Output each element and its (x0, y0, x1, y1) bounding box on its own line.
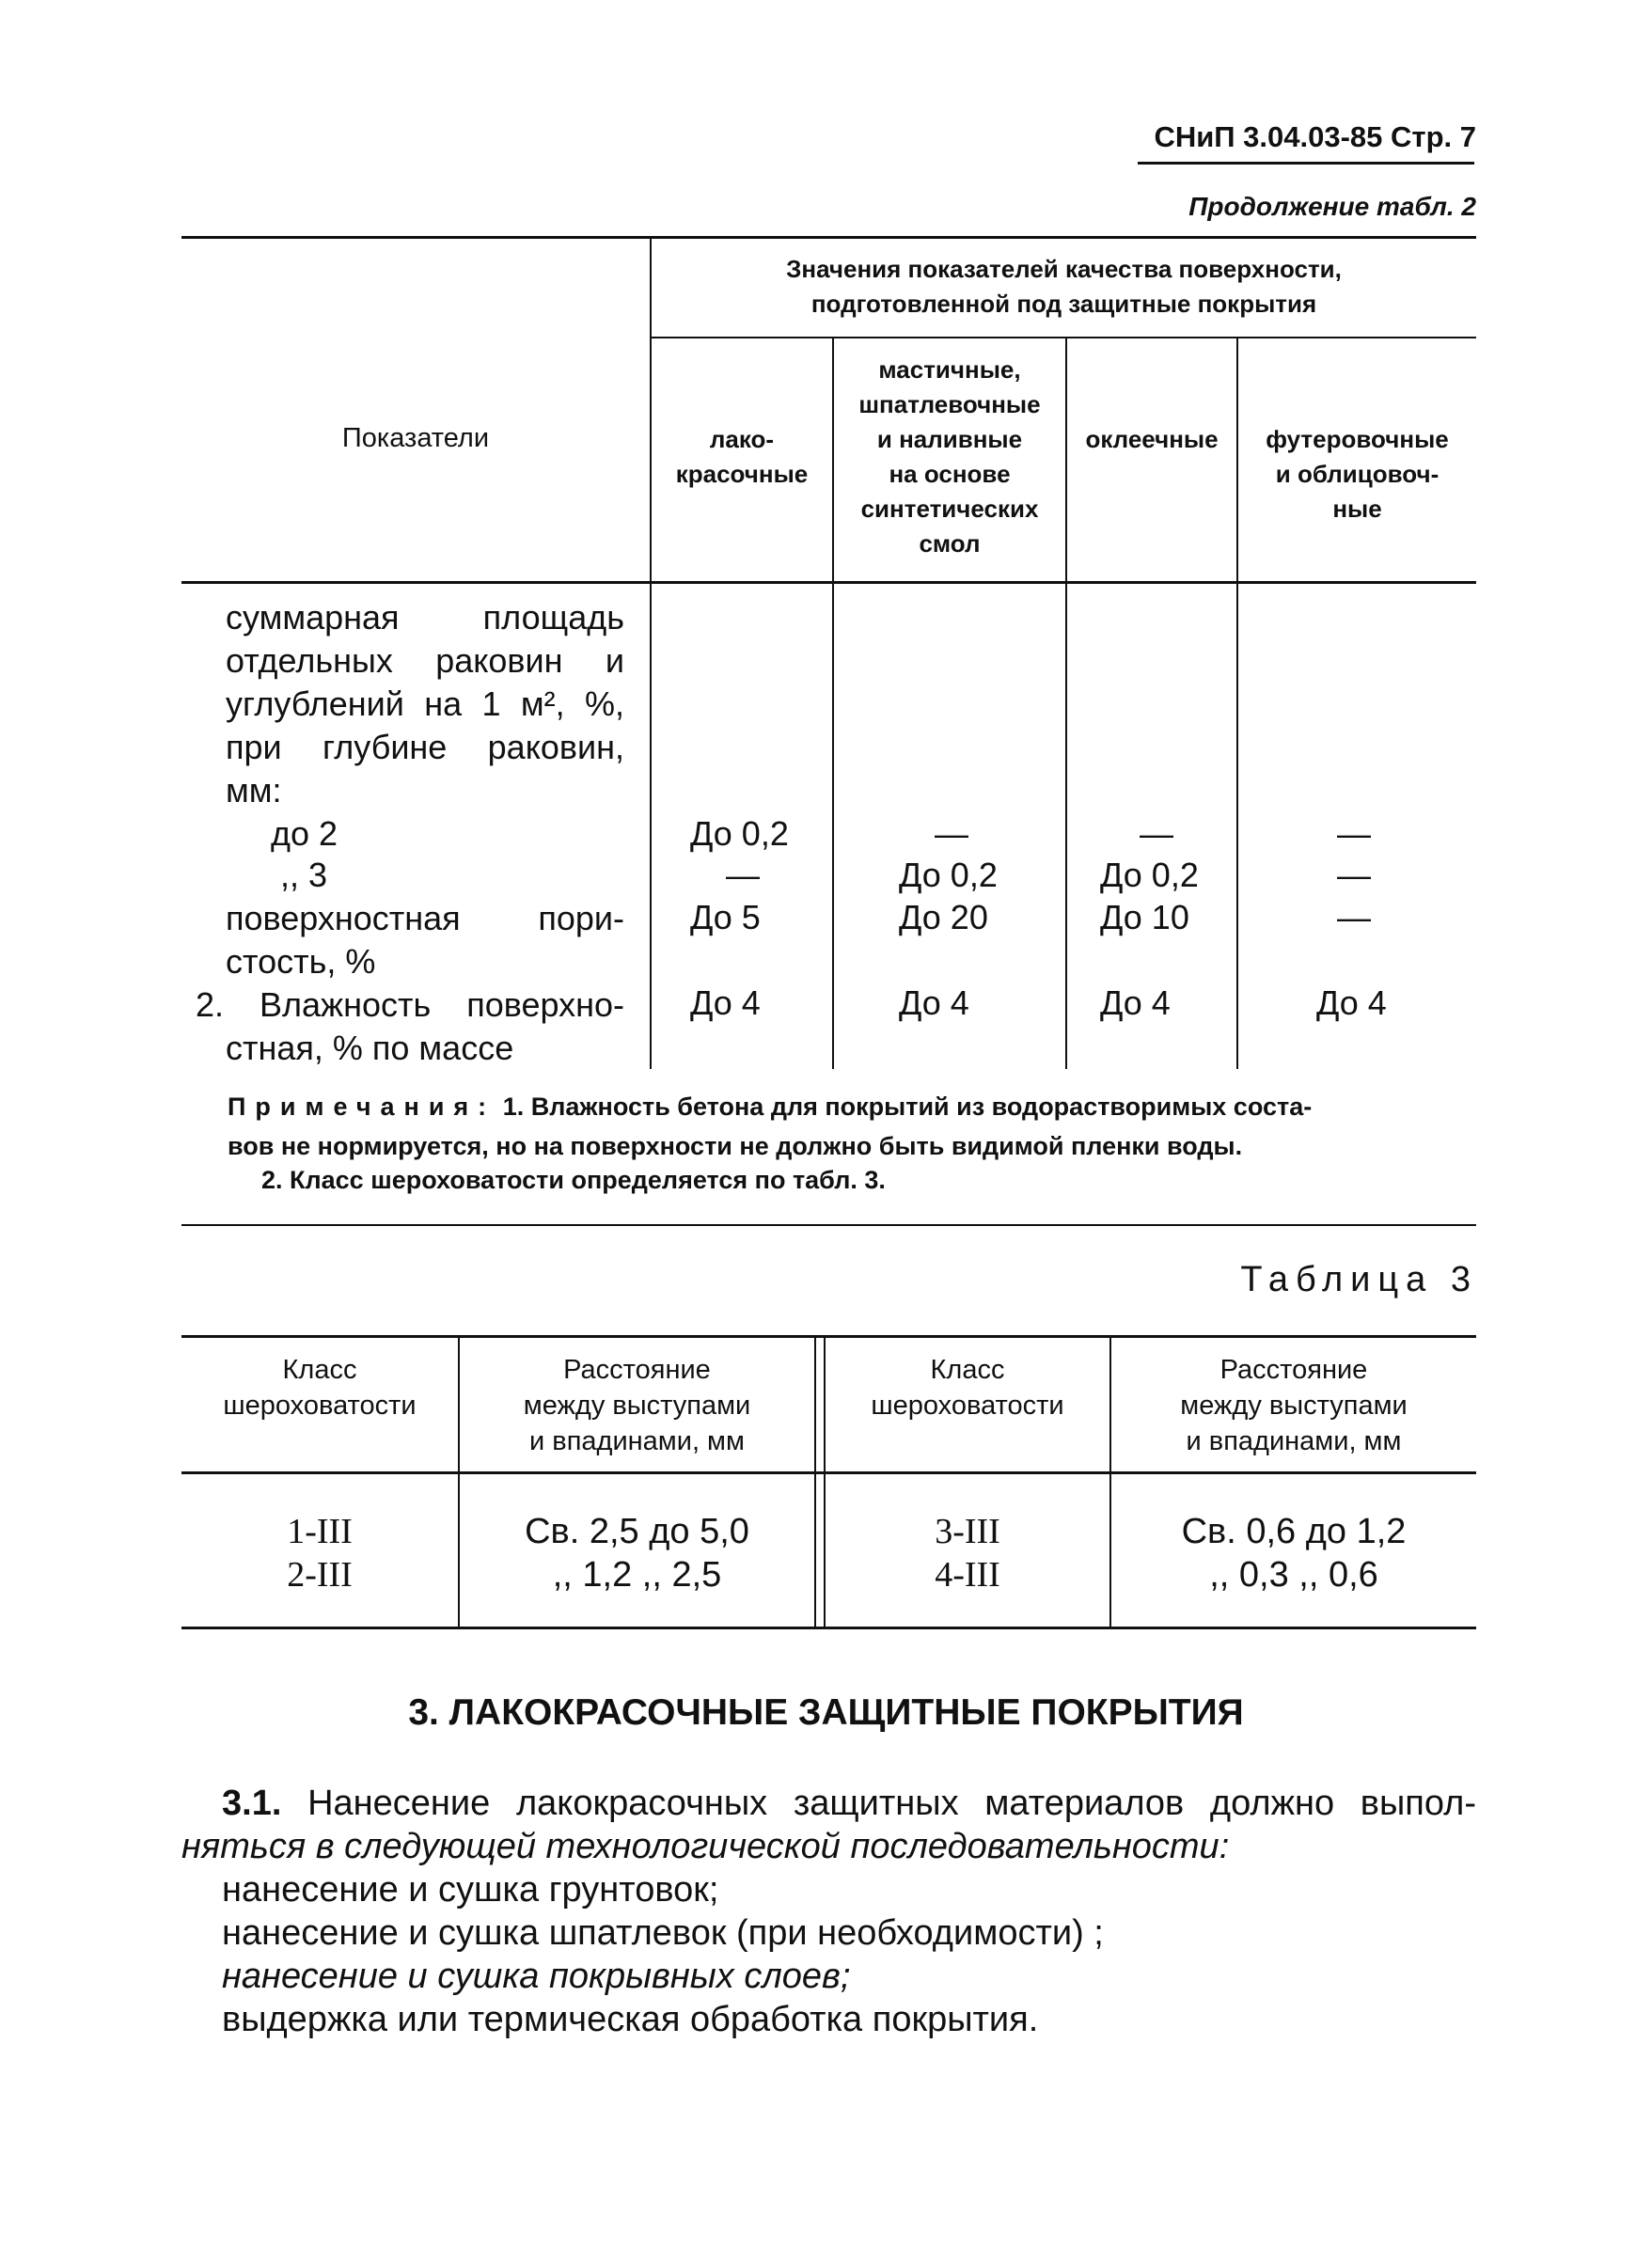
table3-top-rule (181, 1335, 1476, 1338)
value-cell: До 4 (690, 983, 761, 1022)
note-1-continuation: вов не нормируется, но на поверхности не должно быть видимой пленки воды. (228, 1132, 1243, 1160)
paragraph-number: 3.1. (222, 1784, 282, 1823)
header-line: Класс (930, 1355, 1005, 1385)
indicator-line: углублений на 1 м², %, (226, 684, 624, 723)
section-rule (181, 1224, 1476, 1226)
sequence-item: нанесение и сушка покрывных слоев; (222, 1957, 851, 1996)
distance-value: ,, 0,3 ,, 0,6 (1209, 1555, 1378, 1595)
header-line: на основе (889, 460, 1011, 488)
column-header-class (181, 1352, 458, 1423)
indicator-line: стость, % (226, 942, 376, 981)
table-3-title: Таблица 3 (1240, 1260, 1478, 1299)
value-cell: До 0,2 (690, 814, 789, 853)
value-cell: До 20 (899, 898, 988, 936)
class-value: 1-III (287, 1512, 353, 1551)
table2-col-divider (650, 236, 652, 1069)
distance-value: Св. 2,5 до 5,0 (525, 1512, 749, 1551)
indicator-depth-2: до 2 (271, 814, 338, 853)
class-value: 2-III (287, 1555, 353, 1595)
class-cell (826, 1510, 1109, 1596)
value-cell: До 4 (1100, 983, 1171, 1022)
header-rule (1138, 162, 1474, 165)
column-group-header (652, 252, 1476, 322)
note-1 (228, 1087, 1478, 1166)
header-line: шпатлевочные (858, 390, 1041, 418)
value-cell: — (1337, 898, 1371, 936)
note-1-first-line (228, 1087, 1478, 1126)
indicator-depth-3: ,, 3 (280, 856, 328, 894)
value-cell: — (1140, 814, 1173, 853)
value-cell: До 0,2 (1100, 856, 1199, 894)
document-code: СНиП 3.04.03-85 Стр. 7 (1154, 120, 1476, 153)
column-header-class (826, 1352, 1109, 1423)
paragraph-text: Нанесение лакокрасочных защитных материалов должно выпол- (307, 1784, 1477, 1823)
class-cell (181, 1510, 458, 1596)
distance-cell (1111, 1510, 1476, 1596)
column-header-paint (652, 422, 832, 492)
header-line: лако- (709, 425, 775, 453)
header-line: и наливные (876, 425, 1023, 453)
distance-cell (460, 1510, 814, 1596)
table-continuation-label: Продолжение табл. 2 (1188, 192, 1476, 221)
value-cell: До 0,2 (899, 856, 998, 894)
header-line: Класс (282, 1355, 357, 1385)
header-line: оклеечные (1085, 425, 1219, 453)
section-heading: 3. ЛАКОКРАСОЧНЫЕ ЗАЩИТНЫЕ ПОКРЫТИЯ (408, 1692, 1244, 1733)
header-line: мастичные, (878, 355, 1021, 384)
header-line: шероховатости (223, 1391, 417, 1421)
class-value: 4-III (935, 1555, 1000, 1595)
note-1-text: 1. Влажность бетона для покрытий из водорастворимых соста- (502, 1093, 1313, 1121)
class-value: 3-III (935, 1512, 1000, 1551)
note-2: 2. Класс шероховатости определяется по табл. 3. (261, 1166, 886, 1194)
table2-header-rule (181, 581, 1476, 584)
header-line: ные (1332, 495, 1382, 523)
distance-value: Св. 0,6 до 1,2 (1181, 1512, 1407, 1551)
sequence-item: выдержка или термическая обработка покрытия. (222, 2000, 1039, 2039)
table3-col-divider (814, 1335, 816, 1629)
header-line: Расстояние (563, 1355, 711, 1385)
indicator-porosity: поверхностная пори- (226, 899, 624, 937)
header-line: смол (919, 529, 981, 558)
column-header-glued (1067, 422, 1236, 457)
column-header-indicators: Показатели (341, 423, 490, 453)
table3-header-rule (181, 1471, 1476, 1474)
indicator-line: мм: (226, 771, 282, 810)
header-line: и облицовоч- (1275, 460, 1440, 488)
indicator-line: суммарная площадь (226, 598, 624, 637)
table3-bottom-rule (181, 1627, 1476, 1629)
header-line: между выступами (1180, 1391, 1408, 1421)
indicator-moisture: 2. Влажность поверхно- (196, 985, 624, 1024)
header-line: между выступами (523, 1391, 751, 1421)
value-cell: До 4 (1316, 983, 1387, 1022)
header-line: футеровочные (1266, 425, 1449, 453)
column-header-distance (460, 1352, 814, 1459)
indicator-line: при глубине раковин, (226, 728, 624, 766)
distance-value: ,, 1,2 ,, 2,5 (552, 1555, 722, 1595)
paragraph-3-1-line: няться в следующей технологической последовательности: (181, 1827, 1230, 1866)
header-line: синтетических (860, 495, 1039, 523)
value-cell: До 10 (1100, 898, 1189, 936)
header-line: шероховатости (871, 1391, 1064, 1421)
value-cell: До 4 (899, 983, 969, 1022)
value-cell: — (935, 814, 968, 853)
sequence-item: нанесение и сушка шпатлевок (при необходимости) ; (222, 1913, 1104, 1953)
indicator-line: стная, % по массе (226, 1029, 514, 1067)
table2-top-rule (181, 236, 1476, 239)
column-header-distance (1111, 1352, 1476, 1459)
value-cell: — (726, 856, 760, 894)
header-line: и впадинами, мм (529, 1426, 745, 1456)
notes-label: Примечания: (228, 1093, 496, 1121)
paragraph-3-1-line (222, 1782, 1476, 1825)
header-line: и впадинами, мм (1186, 1426, 1402, 1456)
column-group-header-line: Значения показателей качества поверхности, (786, 255, 1342, 283)
column-header-lining (1238, 422, 1476, 527)
indicator-surface-area (226, 596, 624, 769)
table2-group-rule (652, 337, 1476, 338)
value-cell: — (1337, 856, 1371, 894)
column-group-header-line: подготовленной под защитные покрытия (810, 290, 1317, 318)
value-cell: — (1337, 814, 1371, 853)
value-cell: До 5 (690, 898, 761, 936)
column-header-mastic (834, 353, 1065, 561)
header-line: Расстояние (1219, 1355, 1368, 1385)
sequence-item: нанесение и сушка грунтовок; (222, 1870, 719, 1910)
indicator-line: отдельных раковин и (226, 641, 624, 680)
header-line: красочные (675, 460, 809, 488)
